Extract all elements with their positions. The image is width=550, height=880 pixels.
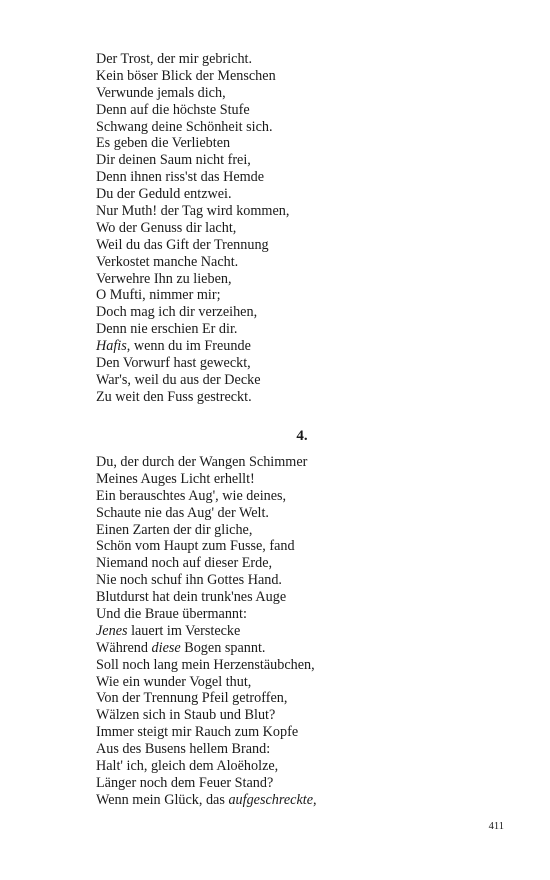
poem-line — [96, 321, 289, 338]
poem-line — [96, 640, 317, 657]
poem-line-text: Ein berauschtes Aug', wie deines, — [96, 487, 287, 504]
poem-line — [96, 304, 289, 321]
poem-line — [96, 85, 289, 102]
poem-line-text: Soll noch lang mein Herzenstäubchen, — [96, 656, 315, 673]
poem-line — [96, 454, 317, 471]
poem-line-italic-text: aufgeschreckte — [228, 791, 313, 808]
poem-line — [96, 119, 289, 136]
poem-stanza-continued — [96, 51, 289, 406]
poem-line-text: Halt' ich, gleich dem Aloëholze, — [96, 758, 279, 775]
poem-line-text: Verkostet manche Nacht. — [96, 253, 239, 270]
poem-line-text: Du, der durch der Wangen Schimmer — [96, 454, 308, 470]
poem-line — [96, 724, 317, 741]
poem-line-text: Es geben die Verliebten — [96, 135, 231, 152]
poem-line-text: , — [313, 791, 317, 808]
section-number: 4. — [296, 428, 308, 444]
poem-line — [96, 606, 317, 623]
poem-line — [96, 505, 317, 522]
poem-line-italic-text: diese — [151, 639, 181, 656]
poem-line-text: Bogen spannt. — [180, 639, 266, 656]
poem-line — [96, 572, 317, 589]
page-number: 411 — [488, 821, 504, 832]
poem-line-text: Wo der Genuss dir lacht, — [96, 219, 237, 236]
poem-line — [96, 758, 317, 775]
poem-line — [96, 287, 289, 304]
poem-line-text: Länger noch dem Feuer Stand? — [96, 774, 274, 791]
poem-line-text: Blutdurst hat dein trunk'nes Auge — [96, 589, 287, 606]
poem-line — [96, 338, 289, 355]
poem-line-text: Den Vorwurf hast geweckt, — [96, 355, 251, 372]
poem-line-text: Denn ihnen riss'st das Hemde — [96, 169, 265, 186]
poem-line-text: Der Trost, der mir gebricht. — [96, 51, 253, 67]
poem-line-text: O Mufti, nimmer mir; — [96, 287, 221, 304]
poem-line — [96, 68, 289, 85]
poem-line — [96, 657, 317, 674]
poem-line-text: Wie ein wunder Vogel thut, — [96, 673, 252, 690]
poem-line-text: Nur Muth! der Tag wird kommen, — [96, 203, 290, 220]
poem-line — [96, 203, 289, 220]
poem-line — [96, 389, 289, 406]
poem-line — [96, 488, 317, 505]
poem-line-text: Einen Zarten der dir gliche, — [96, 521, 253, 538]
poem-line-text: Schwang deine Schönheit sich. — [96, 118, 273, 135]
poem-line — [96, 102, 289, 119]
poem-line — [96, 707, 317, 724]
poem-line — [96, 372, 289, 389]
poem-stanza-4 — [96, 454, 317, 809]
poem-line — [96, 741, 317, 758]
poem-line-text: Nie noch schuf ihn Gottes Hand. — [96, 572, 282, 589]
poem-line — [96, 555, 317, 572]
poem-line-text: Aus des Busens hellem Brand: — [96, 741, 271, 758]
poem-line-text: Wenn mein Glück, das — [96, 791, 229, 808]
poem-line — [96, 589, 317, 606]
poem-line-text: Wälzen sich in Staub und Blut? — [96, 707, 276, 724]
poem-line-text: Kein böser Blick der Menschen — [96, 67, 276, 84]
poem-line-text: lauert im Verstecke — [127, 622, 241, 639]
poem-line — [96, 674, 317, 691]
poem-line-italic-text: Hafis — [96, 338, 127, 355]
poem-line-italic-text: Jenes — [96, 622, 128, 639]
poem-line — [96, 237, 289, 254]
poem-line — [96, 271, 289, 288]
poem-line — [96, 186, 289, 203]
poem-line-text: Dir deinen Saum nicht frei, — [96, 152, 251, 169]
poem-line-text: Denn auf die höchste Stufe — [96, 101, 250, 118]
poem-line — [96, 355, 289, 372]
poem-line-text: , wenn du im Freunde — [126, 338, 251, 355]
poem-line — [96, 792, 317, 809]
poem-line — [96, 220, 289, 237]
poem-line-text: Verwehre Ihn zu lieben, — [96, 270, 232, 287]
poem-line — [96, 51, 289, 68]
poem-line-text: Denn nie erschien Er dir. — [96, 321, 238, 338]
poem-line-text: Von der Trennung Pfeil getroffen, — [96, 690, 288, 707]
poem-line-text: Zu weit den Fuss gestreckt. — [96, 388, 252, 405]
poem-line — [96, 135, 289, 152]
poem-line-text: Doch mag ich dir verzeihen, — [96, 304, 258, 321]
poem-line-text: Verwunde jemals dich, — [96, 84, 226, 101]
poem-line-text: Immer steigt mir Rauch zum Kopfe — [96, 724, 299, 741]
poem-line — [96, 254, 289, 271]
poem-line — [96, 775, 317, 792]
poem-line-text: Du der Geduld entzwei. — [96, 186, 232, 203]
poem-line — [96, 169, 289, 186]
poem-line-text: Und die Braue übermannt: — [96, 606, 247, 623]
poem-line — [96, 152, 289, 169]
poem-line — [96, 538, 317, 555]
poem-line — [96, 623, 317, 640]
poem-line — [96, 690, 317, 707]
poem-line-text: Niemand noch auf dieser Erde, — [96, 555, 273, 572]
poem-line-text: Meines Auges Licht erhellt! — [96, 470, 255, 487]
poem-line — [96, 522, 317, 539]
poem-line-text: Während — [96, 639, 152, 656]
poem-line-text: War's, weil du aus der Decke — [96, 371, 261, 388]
poem-line-text: Schaute nie das Aug' der Welt. — [96, 504, 269, 521]
poem-line-text: Schön vom Haupt zum Fusse, fand — [96, 538, 295, 555]
poem-line-text: Weil du das Gift der Trennung — [96, 236, 269, 253]
poem-line — [96, 471, 317, 488]
